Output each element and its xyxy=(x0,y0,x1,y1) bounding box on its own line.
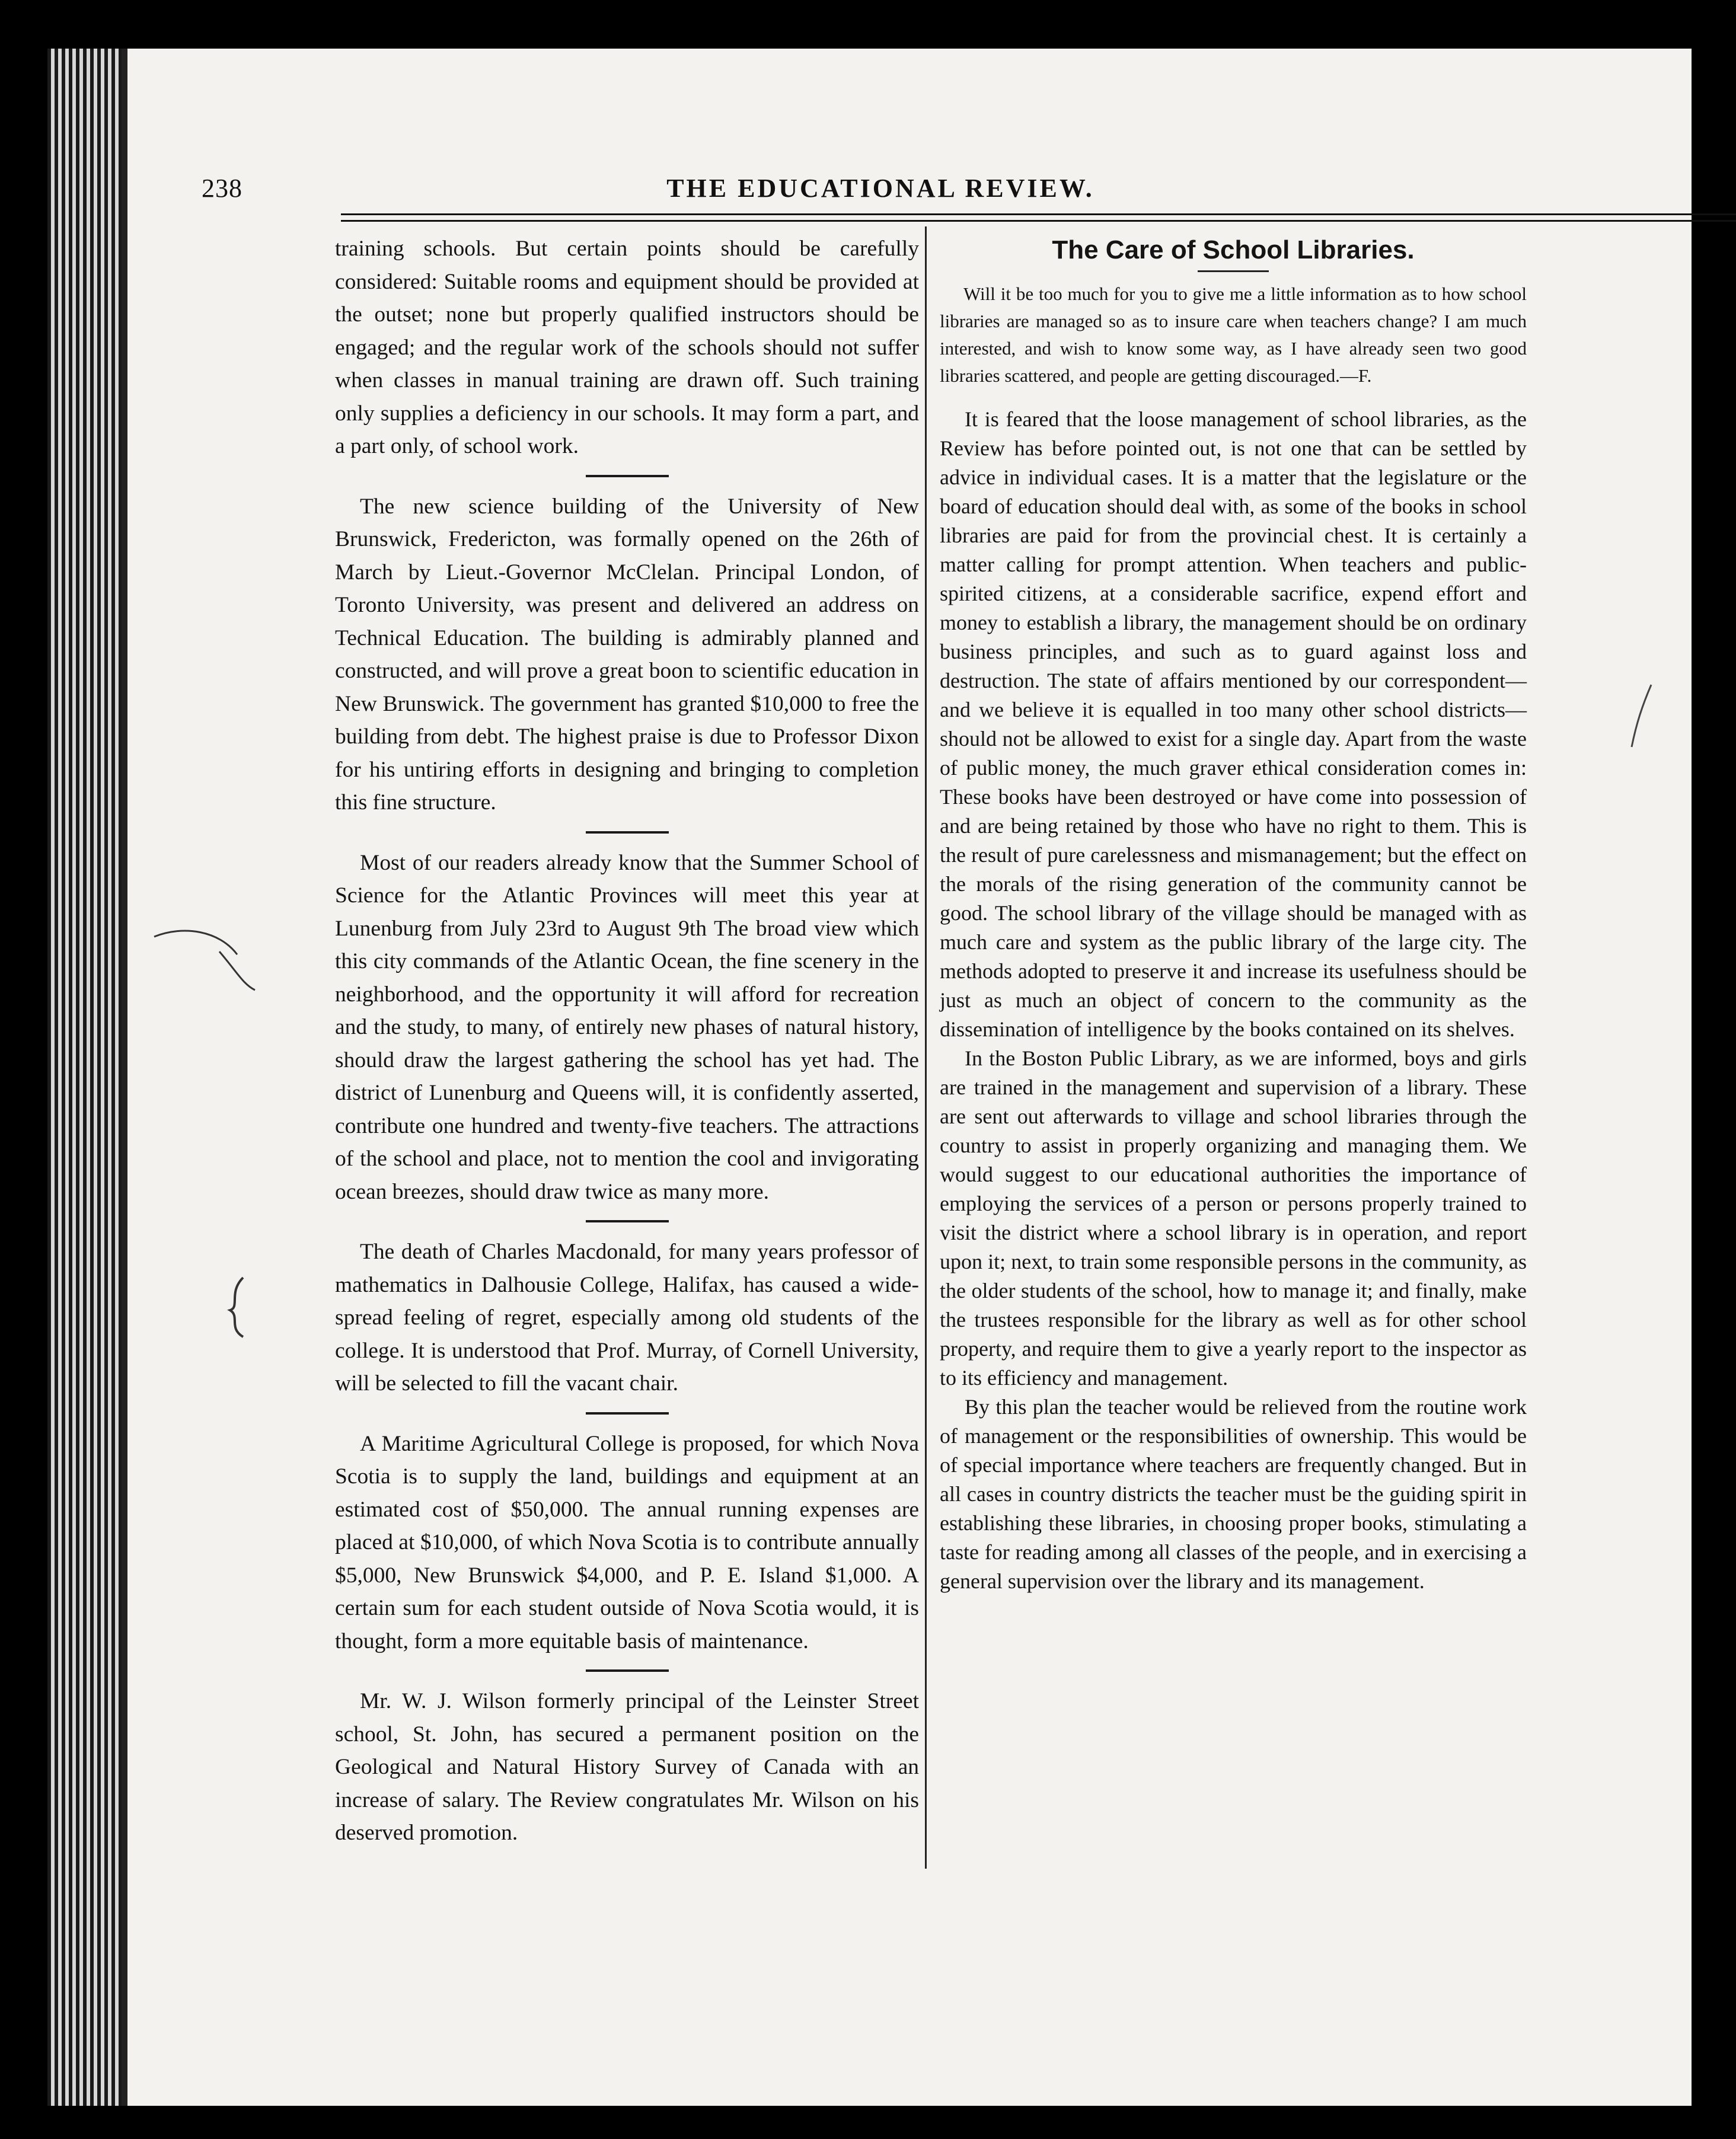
page-header xyxy=(202,173,1559,209)
margin-slash-mark xyxy=(1625,682,1660,753)
paragraph-agricultural-college: A Maritime Agricultural College is proposed, for which Nova Scotia is to supply the land, buildings and equipment at an estimated cost of $50,000. The annual running expenses are placed at $10,000, of which Nova Scotia is to contribute annually $5,000, New Brunswick $4,000, and P. E. Island $1,000. A certain sum for each student outside of Nova Scotia would, it is thought, form a more equitable basis of maintenance. xyxy=(335,1431,919,1653)
paragraph-summer-school: Most of our readers already know that the Summer School of Science for the Atlantic Provinces will meet this year at Lunenburg from July 23rd to August 9th The broad view which this city commands of the Atlantic Ocean, the fine scenery in the neighborhood, and the opportunity it will afford for recreation and the study, to many, of entirely new phases of natural history, should draw the largest gathering the school has yet had. The district of Lunenburg and Queens will, it is confidently asserted, contribute one hundred and twenty-five teachers. The attractions of the school and place, not to mention the cool and invigorating ocean breezes, should draw twice as many more. xyxy=(335,850,919,1204)
section-separator xyxy=(586,475,669,477)
paragraph-wilson-promotion: Mr. W. J. Wilson formerly principal of the Leinster Street school, St. John, has secured a permanent position on the Geological and Natural History Survey of Canada with an increase of salary. The Review congratulates Mr. Wilson on his deserved promotion. xyxy=(335,1689,919,1845)
paragraph-library-management: It is feared that the loose management of school libraries, as the Review has before pointed out, is not one that can be settled by advice in individual cases. It is a matter that the legislature or the board of education should deal with, as some of the books in school libraries are paid for from the provincial chest. It is certainly a matter calling for prompt attention. When teachers and public-spirited citizens, at a considerable sacrifice, expend effort and money to establish a library, the management should be on ordinary business principles, and such as to guard against loss and destruction. The state of affairs mentioned by our correspondent—and we believe it is equalled in too many other school districts—should not be allowed to exist for a single day. Apart from the waste of public money, the much graver ethical consideration comes in: These books have been destroyed or have come into possession of and are being retained by those who have no right to them. This is the result of pure carelessness and mismanagement; but the effect on the morals of the rising generation of the community cannot be good. The school library of the village should be managed with as much care and system as the public library of the large city. The methods adopted to preserve it and increase its usefulness should be just as much an object of concern to the community as the dissemination of intelligence by the books contained on its shelves. xyxy=(940,407,1527,1041)
margin-pencil-mark xyxy=(148,925,267,996)
section-separator xyxy=(586,1669,669,1672)
running-title: THE EDUCATIONAL REVIEW. xyxy=(666,174,1094,203)
paragraph-science-building: The new science building of the University of New Brunswick, Fredericton, was formally opened on the 26th of March by Lieut.-Governor McClelan. Principal London, of Toronto University, was present and delivered an address on Technical Education. The building is admirably planned and constructed, and will prove a great boon to scientific education in New Brunswick. The government has granted $10,000 to free the building from debt. The highest praise is due to Professor Dixon for his untiring efforts in designing and bringing to completion this fine structure. xyxy=(335,494,919,815)
header-double-rule xyxy=(341,213,1736,222)
correspondent-query: Will it be too much for you to give me a little information as to how school libraries are managed so as to insure care when teachers change? I am much interested, and wish to know some way, as I have already seen two good libraries scattered, and people are getting discouraged.—F. xyxy=(940,283,1527,386)
paragraph-macdonald-death: The death of Charles Macdonald, for many years professor of mathematics in Dalhousie College, Halifax, has caused a wide-spread feeling of regret, especially among old students of the college. It is understood that Prof. Murray, of Cornell University, will be selected to fill the vacant chair. xyxy=(335,1240,919,1396)
paragraph-manual-training: training schools. But certain points should be carefully considered: Suitable rooms and equipment should be provided at the outset; none but properly qualified instructors should be engaged; and the regular work of the schools should not suffer when classes in manual training are drawn off. Such training only supplies a deficiency in our schools. It may form a part, and a part only, of school work. xyxy=(335,237,919,458)
section-separator xyxy=(586,831,669,834)
article-title: The Care of School Libraries. xyxy=(1052,235,1415,264)
section-separator xyxy=(586,1412,669,1415)
right-column xyxy=(940,232,1527,1596)
column-divider xyxy=(925,226,927,1869)
paragraph-teacher-relief: By this plan the teacher would be relieved from the routine work of management or the responsibilities of ownership. This would be of special importance where teachers are frequently changed. But in all cases in country districts the teacher must be the guiding spirit in establishing these libraries, in choosing proper books, stimulating a taste for reading among all classes of the people, and in exercising a general supervision over the library and its management. xyxy=(940,1395,1527,1593)
margin-bracket-mark xyxy=(225,1275,249,1340)
page-number: 238 xyxy=(202,174,242,203)
page-gutter xyxy=(122,49,127,2106)
paragraph-boston-library: In the Boston Public Library, as we are informed, boys and girls are trained in the management and supervision of a library. These are sent out afterwards to village and school libraries through the country to assist in properly organizing and managing them. We would suggest to our educational authorities the importance of employing the services of a person or persons properly trained to visit the district where a school library is in operation, and report upon it; next, to train some responsible persons in the community, as the older students of the school, how to manage it; and finally, make the trustees responsible for the library as well as for other school property, and require them to give a yearly report to the inspector as to its efficiency and management. xyxy=(940,1046,1527,1390)
section-separator xyxy=(586,1220,669,1222)
book-binding-edge xyxy=(47,49,122,2106)
left-column xyxy=(335,232,919,1850)
title-rule xyxy=(1198,270,1269,272)
